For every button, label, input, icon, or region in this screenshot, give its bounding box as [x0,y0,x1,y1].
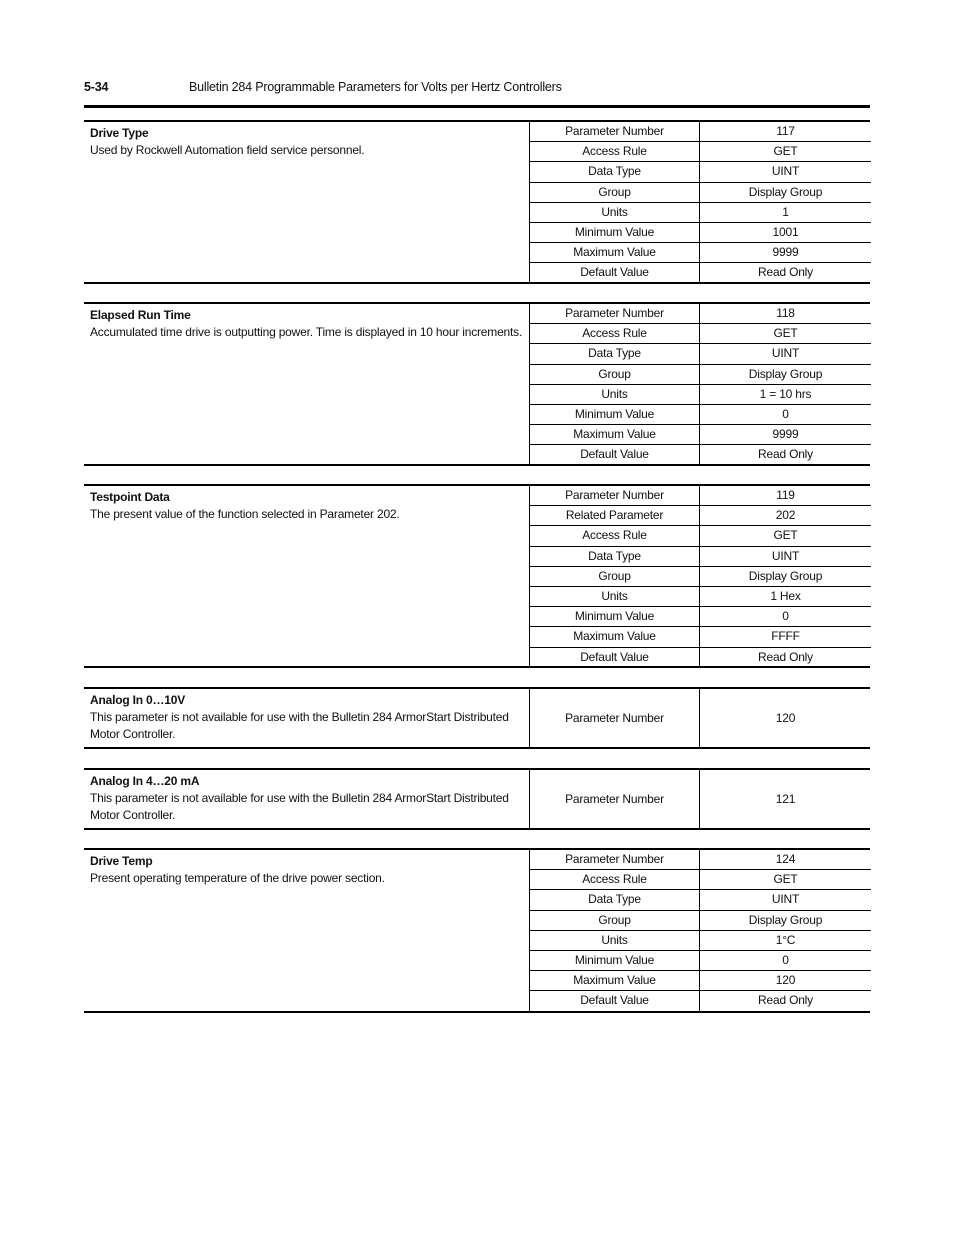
table-row [530,324,872,344]
parameter-description-cell [84,486,529,526]
attribute-value: 124 [700,850,872,870]
table-row [530,486,872,506]
attribute-value: GET [700,142,872,162]
table-row [530,425,872,445]
attribute-value: 0 [700,404,872,424]
attribute-value: 117 [700,122,872,142]
table-row [530,202,872,222]
attribute-value: 9999 [700,425,872,445]
parameter-name: Elapsed Run Time [90,308,191,322]
parameter-attributes-table [529,850,871,1011]
parameter-description-cell [84,689,529,746]
table-row [530,344,872,364]
parameter-description-cell [84,770,529,827]
attribute-label: Data Type [530,546,700,566]
attribute-label: Maximum Value [530,243,700,263]
attribute-value: 118 [700,304,872,324]
table-row [530,546,872,566]
table-row [530,850,872,870]
attribute-value: UINT [700,890,872,910]
table-row [530,364,872,384]
attribute-label: Group [530,910,700,930]
attribute-label: Minimum Value [530,607,700,627]
attribute-label: Units [530,930,700,950]
attribute-value: UINT [700,546,872,566]
parameter-description-cell [84,850,529,890]
attribute-label: Data Type [530,890,700,910]
table-row [530,243,872,263]
table-row [530,689,872,747]
attribute-label: Group [530,364,700,384]
attribute-label: Maximum Value [530,971,700,991]
attribute-label: Units [530,202,700,222]
table-row [530,142,872,162]
parameter-block-drive-temp [84,848,870,1013]
attribute-label: Maximum Value [530,425,700,445]
attribute-label: Maximum Value [530,627,700,647]
table-row [530,607,872,627]
attribute-label: Access Rule [530,870,700,890]
parameter-description-cell [84,122,529,162]
table-row [530,222,872,242]
attribute-label: Access Rule [530,142,700,162]
attribute-value: Read Only [700,445,872,465]
attribute-value: Display Group [700,182,872,202]
attribute-label: Data Type [530,344,700,364]
parameter-name: Analog In 4…20 mA [90,774,200,788]
parameter-attributes-table [529,770,871,828]
attribute-label: Minimum Value [530,222,700,242]
attribute-value: Display Group [700,364,872,384]
attribute-value: 9999 [700,243,872,263]
attribute-value: 120 [700,971,872,991]
attribute-label: Parameter Number [530,304,700,324]
attribute-value: 120 [700,689,872,747]
table-row [530,304,872,324]
table-row [530,770,872,828]
attribute-label: Parameter Number [530,850,700,870]
table-row [530,627,872,647]
attribute-label: Access Rule [530,324,700,344]
table-row [530,586,872,606]
table-row [530,566,872,586]
parameter-attributes-table [529,122,871,283]
parameter-name: Analog In 0…10V [90,693,186,707]
attribute-value: 1001 [700,222,872,242]
table-row [530,870,872,890]
table-row [530,506,872,526]
parameter-description: This parameter is not available for use with the Bulletin 284 ArmorStart Distributed Motor Controller. [90,710,509,741]
parameter-name: Testpoint Data [90,490,170,504]
parameter-description-cell [84,304,529,344]
attribute-label: Group [530,566,700,586]
parameter-attributes-table [529,486,871,667]
parameter-name: Drive Temp [90,854,153,868]
attribute-value: 1°C [700,930,872,950]
attribute-label: Minimum Value [530,950,700,970]
table-row [530,890,872,910]
attribute-label: Default Value [530,445,700,465]
attribute-label: Default Value [530,647,700,667]
parameter-block-elapsed-run-time [84,302,870,466]
attribute-value: Display Group [700,566,872,586]
table-row [530,162,872,182]
attribute-value: 0 [700,607,872,627]
attribute-value: GET [700,324,872,344]
parameter-description: The present value of the function selected in Parameter 202. [90,507,400,521]
table-row [530,182,872,202]
table-row [530,122,872,142]
attribute-value: 119 [700,486,872,506]
parameter-block-testpoint-data [84,484,870,668]
attribute-value: GET [700,870,872,890]
attribute-label: Default Value [530,263,700,283]
attribute-value: Display Group [700,910,872,930]
page-header [84,79,870,108]
attribute-value: 202 [700,506,872,526]
attribute-value: 1 = 10 hrs [700,384,872,404]
parameter-name: Drive Type [90,126,149,140]
attribute-label: Data Type [530,162,700,182]
attribute-value: 1 Hex [700,586,872,606]
attribute-value: 1 [700,202,872,222]
parameter-attributes-table [529,689,871,747]
table-row [530,404,872,424]
attribute-label: Access Rule [530,526,700,546]
attribute-label: Group [530,182,700,202]
parameter-block-analog-in-4-20ma [84,768,870,830]
parameter-description: Accumulated time drive is outputting power. Time is displayed in 10 hour increments. [90,325,523,339]
parameter-attributes-table [529,304,871,465]
attribute-label: Default Value [530,991,700,1011]
table-row [530,263,872,283]
attribute-label: Related Parameter [530,506,700,526]
table-row [530,930,872,950]
parameter-description: This parameter is not available for use with the Bulletin 284 ArmorStart Distributed Motor Controller. [90,791,509,822]
attribute-label: Parameter Number [530,689,700,747]
page-number: 5-34 [84,80,109,94]
table-row [530,647,872,667]
table-row [530,910,872,930]
attribute-label: Parameter Number [530,122,700,142]
table-row [530,950,872,970]
attribute-label: Units [530,384,700,404]
attribute-value: 121 [700,770,872,828]
table-row [530,384,872,404]
parameter-block-drive-type [84,120,870,284]
table-row [530,991,872,1011]
document-title: Bulletin 284 Programmable Parameters for Volts per Hertz Controllers [189,80,562,94]
attribute-value: UINT [700,344,872,364]
attribute-value: Read Only [700,991,872,1011]
attribute-label: Units [530,586,700,606]
parameter-description: Present operating temperature of the drive power section. [90,871,385,885]
attribute-value: FFFF [700,627,872,647]
attribute-value: 0 [700,950,872,970]
attribute-value: UINT [700,162,872,182]
attribute-value: GET [700,526,872,546]
attribute-value: Read Only [700,263,872,283]
table-row [530,445,872,465]
attribute-label: Minimum Value [530,404,700,424]
attribute-label: Parameter Number [530,770,700,828]
attribute-value: Read Only [700,647,872,667]
table-row [530,971,872,991]
parameter-block-analog-in-0-10v [84,687,870,749]
parameter-description: Used by Rockwell Automation field service personnel. [90,143,365,157]
attribute-label: Parameter Number [530,486,700,506]
table-row [530,526,872,546]
